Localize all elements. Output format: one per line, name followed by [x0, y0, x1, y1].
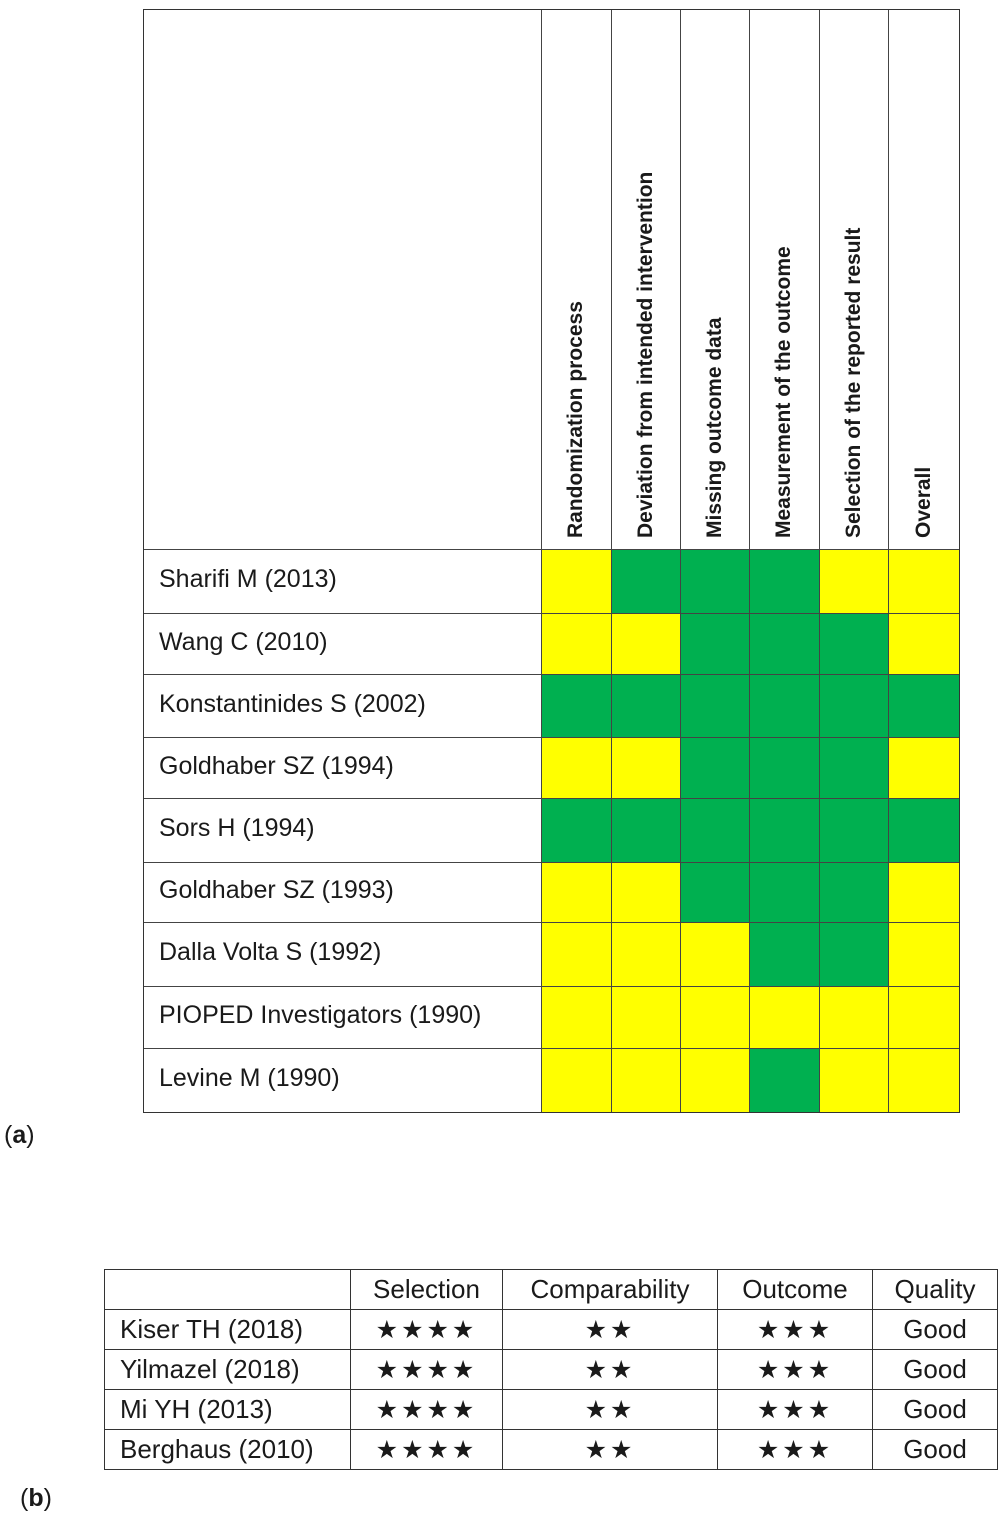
- column-header-label: Missing outcome data: [702, 317, 726, 538]
- study-name-cell: [143, 799, 542, 863]
- rating-cell-green: [612, 799, 681, 863]
- panel-b-label: (b): [20, 1484, 52, 1512]
- rating-cell-yellow: [889, 923, 960, 987]
- rating-cell-green: [820, 923, 889, 987]
- rating-cell-green: [681, 550, 750, 614]
- rating-cell-yellow: [820, 987, 889, 1049]
- rating-cell-green: [681, 799, 750, 863]
- header-corner-cell: [143, 9, 542, 550]
- rating-cell-yellow: [612, 987, 681, 1049]
- rating-cell-green: [750, 550, 820, 614]
- column-header: Quality: [873, 1270, 998, 1310]
- column-header-cell: [820, 9, 889, 550]
- rating-cell-green: [750, 863, 820, 923]
- study-name: Mi YH (2013): [105, 1390, 351, 1430]
- rating-cell-green: [750, 923, 820, 987]
- rating-cell-green: [750, 738, 820, 799]
- rating-cell-yellow: [542, 863, 612, 923]
- study-name: PIOPED Investigators (1990): [159, 1001, 482, 1029]
- study-name-cell: [143, 675, 542, 738]
- study-name-cell: [143, 614, 542, 675]
- study-name: Berghaus (2010): [105, 1430, 351, 1470]
- rating-cell-green: [750, 799, 820, 863]
- quality-rating: Good: [873, 1430, 998, 1470]
- rating-cell-yellow: [681, 987, 750, 1049]
- table-row: [105, 1310, 998, 1350]
- study-name-cell: [143, 863, 542, 923]
- column-header: Selection: [351, 1270, 503, 1310]
- column-header-label: Randomization process: [564, 301, 587, 538]
- column-header-label: Deviation from intended intervention: [633, 171, 657, 538]
- study-name-cell: [143, 923, 542, 987]
- rating-cell-green: [820, 738, 889, 799]
- rating-cell-green: [820, 614, 889, 675]
- quality-rating: Good: [873, 1390, 998, 1430]
- rating-cell-green: [820, 675, 889, 738]
- rating-cell-yellow: [612, 614, 681, 675]
- rating-cell-yellow: [542, 923, 612, 987]
- rating-cell-yellow: [889, 987, 960, 1049]
- rating-cell-green: [820, 863, 889, 923]
- selection-stars: ★★★★: [351, 1430, 503, 1470]
- rating-cell-yellow: [612, 923, 681, 987]
- column-header-cell: [750, 9, 820, 550]
- comparability-stars: ★★: [503, 1310, 718, 1350]
- rating-cell-green: [681, 738, 750, 799]
- study-name-cell: [143, 738, 542, 799]
- study-name: Yilmazel (2018): [105, 1350, 351, 1390]
- rating-cell-yellow: [889, 614, 960, 675]
- study-name: Konstantinides S (2002): [159, 690, 426, 718]
- risk-of-bias-grid: [143, 9, 960, 1113]
- column-header-label: Measurement of the outcome: [772, 246, 795, 538]
- quality-rating: Good: [873, 1310, 998, 1350]
- rating-cell-green: [681, 863, 750, 923]
- study-name: Goldhaber SZ (1993): [159, 876, 394, 904]
- study-name: Levine M (1990): [159, 1064, 340, 1092]
- rating-cell-yellow: [820, 550, 889, 614]
- study-name: Wang C (2010): [159, 628, 328, 656]
- table-header-row: [105, 1270, 998, 1310]
- study-name: Kiser TH (2018): [105, 1310, 351, 1350]
- selection-stars: ★★★★: [351, 1350, 503, 1390]
- rating-cell-yellow: [889, 738, 960, 799]
- selection-stars: ★★★★: [351, 1310, 503, 1350]
- rating-cell-green: [542, 799, 612, 863]
- rating-cell-yellow: [542, 1049, 612, 1113]
- column-header-cell: [889, 9, 960, 550]
- rating-cell-yellow: [889, 863, 960, 923]
- rating-cell-yellow: [542, 550, 612, 614]
- column-header: Outcome: [718, 1270, 873, 1310]
- study-name: Dalla Volta S (1992): [159, 938, 382, 966]
- column-header-cell: [542, 9, 612, 550]
- table-row: [105, 1390, 998, 1430]
- table-row: [105, 1350, 998, 1390]
- column-header-label: Selection of the reported result: [841, 227, 865, 538]
- rating-cell-green: [750, 1049, 820, 1113]
- outcome-stars: ★★★: [718, 1390, 873, 1430]
- column-header-cell: [681, 9, 750, 550]
- outcome-stars: ★★★: [718, 1430, 873, 1470]
- rating-cell-yellow: [542, 987, 612, 1049]
- table-row: [105, 1430, 998, 1470]
- outcome-stars: ★★★: [718, 1350, 873, 1390]
- rating-cell-green: [750, 675, 820, 738]
- rating-cell-yellow: [612, 1049, 681, 1113]
- rating-cell-green: [889, 675, 960, 738]
- study-name-cell: [143, 987, 542, 1049]
- rating-cell-green: [889, 799, 960, 863]
- column-header-cell: [612, 9, 681, 550]
- selection-stars: ★★★★: [351, 1390, 503, 1430]
- rating-cell-green: [750, 614, 820, 675]
- rating-cell-yellow: [889, 1049, 960, 1113]
- study-name: Sors H (1994): [159, 814, 315, 842]
- rating-cell-yellow: [681, 923, 750, 987]
- rating-cell-yellow: [750, 987, 820, 1049]
- rating-cell-yellow: [889, 550, 960, 614]
- rating-cell-green: [612, 675, 681, 738]
- rating-cell-green: [820, 799, 889, 863]
- rating-cell-yellow: [820, 1049, 889, 1113]
- rating-cell-green: [542, 675, 612, 738]
- rating-cell-yellow: [542, 738, 612, 799]
- header-empty-cell: [105, 1270, 351, 1310]
- comparability-stars: ★★: [503, 1430, 718, 1470]
- rating-cell-green: [681, 675, 750, 738]
- study-name: Sharifi M (2013): [159, 565, 337, 593]
- comparability-stars: ★★: [503, 1350, 718, 1390]
- quality-rating: Good: [873, 1350, 998, 1390]
- rating-cell-yellow: [681, 1049, 750, 1113]
- rating-cell-yellow: [542, 614, 612, 675]
- rating-cell-yellow: [612, 863, 681, 923]
- study-name-cell: [143, 550, 542, 614]
- study-name: Goldhaber SZ (1994): [159, 752, 394, 780]
- rating-cell-green: [681, 614, 750, 675]
- column-header: Comparability: [503, 1270, 718, 1310]
- outcome-stars: ★★★: [718, 1310, 873, 1350]
- column-header-label: Overall: [911, 466, 935, 538]
- quality-assessment-table: [104, 1269, 998, 1470]
- rating-cell-yellow: [612, 738, 681, 799]
- study-name-cell: [143, 1049, 542, 1113]
- rating-cell-green: [612, 550, 681, 614]
- panel-a-label: (a): [4, 1121, 35, 1149]
- comparability-stars: ★★: [503, 1390, 718, 1430]
